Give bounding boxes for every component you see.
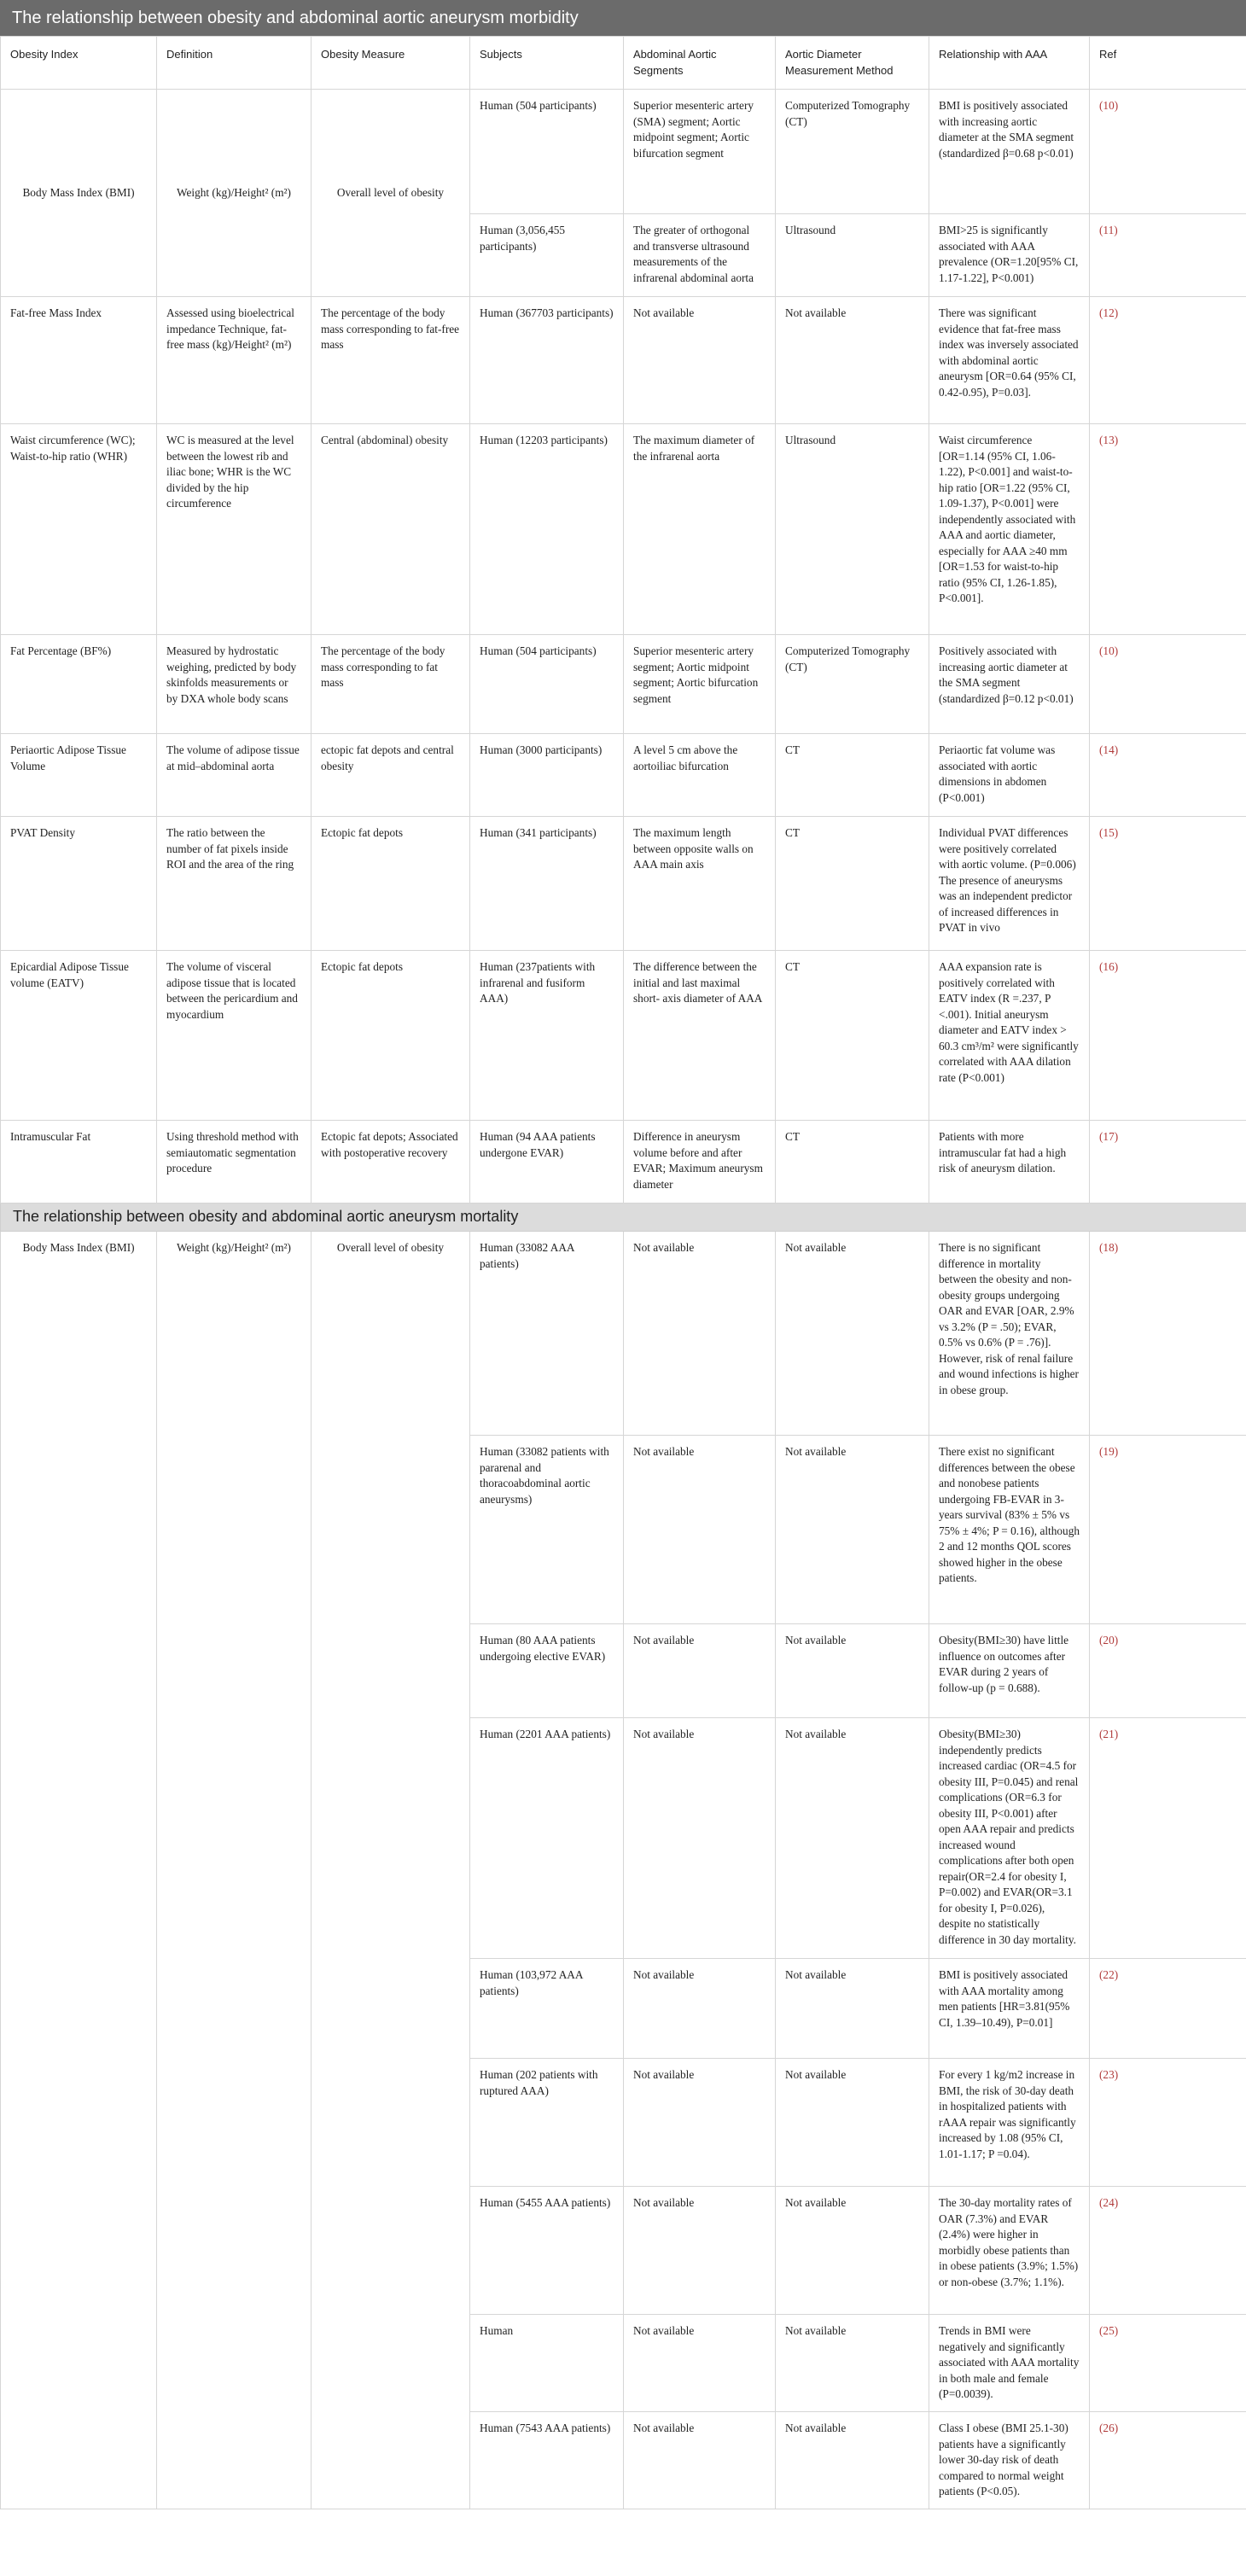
relationship-cell: The 30-day mortality rates of OAR (7.3%) and EVAR (2.4%) were higher in morbidly obese patients than in obese patients (3.9%; 1.5%) or non-obese (3.7%; 1.1%). xyxy=(929,2187,1090,2315)
header-row xyxy=(1,37,1246,90)
segments-cell: The maximum diameter of the infrarenal aorta xyxy=(624,424,776,635)
segments-cell: A level 5 cm above the aortoiliac bifurcation xyxy=(624,734,776,817)
subjects-cell: Human (7543 AAA patients) xyxy=(470,2412,624,2509)
relationship-cell: Class I obese (BMI 25.1-30) patients have a significantly lower 30-day risk of death compared to normal weight patients (P<0.05). xyxy=(929,2412,1090,2509)
measure-cell: The percentage of the body mass corresponding to fat-free mass xyxy=(312,297,470,424)
segments-cell: The greater of orthogonal and transverse ultrasound measurements of the infrarenal abdominal aorta xyxy=(624,214,776,297)
header-ref: Ref xyxy=(1090,37,1246,90)
segments-cell: Not available xyxy=(624,2315,776,2412)
segments-cell: Not available xyxy=(624,297,776,424)
header-definition: Definition xyxy=(157,37,312,90)
subjects-cell: Human (504 participants) xyxy=(470,635,624,734)
ref-link[interactable]: (24) xyxy=(1090,2187,1246,2315)
ref-link[interactable]: (11) xyxy=(1090,214,1246,297)
obesity-index-cell: Intramuscular Fat xyxy=(1,1121,157,1203)
table-row xyxy=(1,90,1246,214)
relationship-cell: Trends in BMI were negatively and significantly associated with AAA mortality in both male and female (P=0.0039). xyxy=(929,2315,1090,2412)
subjects-cell: Human (504 participants) xyxy=(470,90,624,214)
definition-cell: Using threshold method with semiautomatic segmentation procedure xyxy=(157,1121,312,1203)
segments-cell: Not available xyxy=(624,1436,776,1624)
obesity-aaa-table xyxy=(0,36,1246,2509)
obesity-index-cell: Body Mass Index (BMI) xyxy=(1,90,157,297)
subjects-cell: Human xyxy=(470,2315,624,2412)
relationship-cell: Waist circumference [OR=1.14 (95% CI, 1.06-1.22), P<0.001] and waist-to-hip ratio [OR=1.22 (95% CI, 1.09-1.37), P<0.001] were independently associated with AAA and aortic diameter, especially for AAA ≥40 mm [OR=1.53 for waist-to-hip ratio (95% CI, 1.26-1.85), P<0.001]. xyxy=(929,424,1090,635)
subjects-cell: Human (5455 AAA patients) xyxy=(470,2187,624,2315)
measure-cell: Central (abdominal) obesity xyxy=(312,424,470,635)
relationship-cell: BMI is positively associated with increasing aortic diameter at the SMA segment (standardized β=0.68 p<0.01) xyxy=(929,90,1090,214)
method-cell: Not available xyxy=(776,1232,929,1436)
segments-cell: Not available xyxy=(624,2059,776,2187)
segments-cell: The difference between the initial and last maximal short- axis diameter of AAA xyxy=(624,951,776,1121)
method-cell: CT xyxy=(776,734,929,817)
relationship-cell: Patients with more intramuscular fat had a high risk of aneurysm dilation. xyxy=(929,1121,1090,1203)
segments-cell: Difference in aneurysm volume before and after EVAR; Maximum aneurysm diameter xyxy=(624,1121,776,1203)
definition-cell: The volume of adipose tissue at mid–abdominal aorta xyxy=(157,734,312,817)
ref-link[interactable]: (18) xyxy=(1090,1232,1246,1436)
header-obesity-measure: Obesity Measure xyxy=(312,37,470,90)
subjects-cell: Human (103,972 AAA patients) xyxy=(470,1959,624,2059)
measure-cell: Ectopic fat depots xyxy=(312,817,470,951)
table-row xyxy=(1,297,1246,424)
obesity-index-cell: Fat Percentage (BF%) xyxy=(1,635,157,734)
method-cell: Not available xyxy=(776,1959,929,2059)
method-cell: Not available xyxy=(776,1718,929,1959)
ref-link[interactable]: (20) xyxy=(1090,1624,1246,1718)
ref-link[interactable]: (10) xyxy=(1090,635,1246,734)
measure-cell: The percentage of the body mass corresponding to fat mass xyxy=(312,635,470,734)
segments-cell: Not available xyxy=(624,2187,776,2315)
definition-cell: Weight (kg)/Height² (m²) xyxy=(157,90,312,297)
ref-link[interactable]: (13) xyxy=(1090,424,1246,635)
relationship-cell: For every 1 kg/m2 increase in BMI, the risk of 30-day death in hospitalized patients with rAAA repair was significantly increased by 1.08 (95% CI, 1.01-1.17; P =0.04). xyxy=(929,2059,1090,2187)
segments-cell: Not available xyxy=(624,1718,776,1959)
method-cell: CT xyxy=(776,951,929,1121)
table-row xyxy=(1,951,1246,1121)
segments-cell: Not available xyxy=(624,1959,776,2059)
method-cell: Not available xyxy=(776,2412,929,2509)
measure-cell: Ectopic fat depots xyxy=(312,951,470,1121)
header-method: Aortic Diameter Measurement Method xyxy=(776,37,929,90)
definition-cell: Measured by hydrostatic weighing, predicted by body skinfolds measurements or by DXA whole body scans xyxy=(157,635,312,734)
method-cell: Not available xyxy=(776,297,929,424)
segments-cell: The maximum length between opposite walls on AAA main axis xyxy=(624,817,776,951)
definition-cell: WC is measured at the level between the lowest rib and iliac bone; WHR is the WC divided by the hip circumference xyxy=(157,424,312,635)
method-cell: CT xyxy=(776,1121,929,1203)
subjects-cell: Human (202 patients with ruptured AAA) xyxy=(470,2059,624,2187)
relationship-cell: Obesity(BMI≥30) have little influence on outcomes after EVAR during 2 years of follow-up (p = 0.688). xyxy=(929,1624,1090,1718)
obesity-index-cell: Fat-free Mass Index xyxy=(1,297,157,424)
section-heading-row xyxy=(1,1203,1246,1232)
ref-link[interactable]: (10) xyxy=(1090,90,1246,214)
relationship-cell: AAA expansion rate is positively correlated with EATV index (R =.237, P <.001). Initial aneurysm diameter and EATV index > 60.3 cm³/m² were significantly correlated with AAA dilation rate (P<0.001) xyxy=(929,951,1090,1121)
method-cell: Not available xyxy=(776,2059,929,2187)
table-row xyxy=(1,734,1246,817)
ref-link[interactable]: (26) xyxy=(1090,2412,1246,2509)
relationship-cell xyxy=(929,817,1090,951)
ref-link[interactable]: (25) xyxy=(1090,2315,1246,2412)
subjects-cell: Human (2201 AAA patients) xyxy=(470,1718,624,1959)
relationship-cell: BMI>25 is significantly associated with AAA prevalence (OR=1.20[95% CI, 1.17-1.22], P<0.001) xyxy=(929,214,1090,297)
measure-cell: Overall level of obesity xyxy=(312,1232,470,2509)
subjects-cell: Human (237patients with infrarenal and fusiform AAA) xyxy=(470,951,624,1121)
subjects-cell: Human (3000 participants) xyxy=(470,734,624,817)
table-row xyxy=(1,1232,1246,1436)
method-cell: Ultrasound xyxy=(776,424,929,635)
measure-cell: ectopic fat depots and central obesity xyxy=(312,734,470,817)
measure-cell: Overall level of obesity xyxy=(312,90,470,297)
table-row xyxy=(1,424,1246,635)
ref-link[interactable]: (15) xyxy=(1090,817,1246,951)
ref-link[interactable]: (14) xyxy=(1090,734,1246,817)
table-title-banner xyxy=(0,0,1246,36)
subjects-cell: Human (33082 patients with pararenal and thoracoabdominal aortic aneurysms) xyxy=(470,1436,624,1624)
measure-cell: Ectopic fat depots; Associated with postoperative recovery xyxy=(312,1121,470,1203)
segments-cell: Not available xyxy=(624,2412,776,2509)
definition-cell: Weight (kg)/Height² (m²) xyxy=(157,1232,312,2509)
method-cell: Ultrasound xyxy=(776,214,929,297)
relationship-cell: BMI is positively associated with AAA mortality among men patients [HR=3.81(95% CI, 1.39–10.49), P=0.01] xyxy=(929,1959,1090,2059)
method-cell: Not available xyxy=(776,1624,929,1718)
ref-link[interactable]: (21) xyxy=(1090,1718,1246,1959)
obesity-index-cell: Periaortic Adipose Tissue Volume xyxy=(1,734,157,817)
relationship-cell: Positively associated with increasing aortic diameter at the SMA segment (standardized β=0.12 p<0.01) xyxy=(929,635,1090,734)
obesity-index-cell: PVAT Density xyxy=(1,817,157,951)
table-title: The relationship between obesity and abdominal aortic aneurysm morbidity xyxy=(12,9,579,27)
subjects-cell: Human (367703 participants) xyxy=(470,297,624,424)
table-row xyxy=(1,817,1246,951)
segments-cell: Not available xyxy=(624,1624,776,1718)
obesity-index-cell: Body Mass Index (BMI) xyxy=(1,1232,157,2509)
relationship-cell: Periaortic fat volume was associated with aortic dimensions in abdomen (P<0.001) xyxy=(929,734,1090,817)
header-relationship: Relationship with AAA xyxy=(929,37,1090,90)
ref-link[interactable]: (16) xyxy=(1090,951,1246,1121)
method-cell: Computerized Tomography (CT) xyxy=(776,635,929,734)
segments-cell: Not available xyxy=(624,1232,776,1436)
relationship-text: Individual PVAT differences were positively correlated with aortic volume. (P=0.006) The presence of aneurysms was an independent predictor of increased differences in PVAT in vivo xyxy=(939,826,1076,934)
relationship-cell: Obesity(BMI≥30) independently predicts increased cardiac (OR=4.5 for obesity III, P=0.045) and renal complications (OR=6.3 for obesity III, P<0.001) after open AAA repair and predicts increased wound complications after both open repair(OR=2.4 for obesity I, P=0.002) and EVAR(OR=3.1 for obesity I, P=0.026), despite no statistically difference in 30 day mortality. xyxy=(929,1718,1090,1959)
relationship-cell: There is no significant difference in mortality between the obesity and non-obesity groups undergoing OAR and EVAR [OAR, 2.9% vs 3.2% (P = .50); EVAR, 0.5% vs 0.6% (P = .76)]. However, risk of renal failure and wound infections is higher in obese group. xyxy=(929,1232,1090,1436)
header-subjects: Subjects xyxy=(470,37,624,90)
ref-link[interactable]: (17) xyxy=(1090,1121,1246,1203)
method-cell: Not available xyxy=(776,2187,929,2315)
definition-cell: The volume of visceral adipose tissue that is located between the pericardium and myocardium xyxy=(157,951,312,1121)
subjects-cell: Human (341 participants) xyxy=(470,817,624,951)
obesity-index-cell: Epicardial Adipose Tissue volume (EATV) xyxy=(1,951,157,1121)
method-cell: Not available xyxy=(776,2315,929,2412)
header-obesity-index: Obesity Index xyxy=(1,37,157,90)
segments-cell: Superior mesenteric artery (SMA) segment; Aortic midpoint segment; Aortic bifurcation segment xyxy=(624,90,776,214)
subjects-cell: Human (33082 AAA patients) xyxy=(470,1232,624,1436)
obesity-index-cell: Waist circumference (WC); Waist-to-hip ratio (WHR) xyxy=(1,424,157,635)
method-cell: Computerized Tomography (CT) xyxy=(776,90,929,214)
subjects-cell: Human (3,056,455 participants) xyxy=(470,214,624,297)
method-cell: Not available xyxy=(776,1436,929,1624)
table-row xyxy=(1,1121,1246,1203)
subjects-cell: Human (94 AAA patients undergone EVAR) xyxy=(470,1121,624,1203)
ref-link[interactable]: (12) xyxy=(1090,297,1246,424)
section-heading-mortality: The relationship between obesity and abdominal aortic aneurysm mortality xyxy=(1,1203,1246,1232)
ref-link[interactable]: (23) xyxy=(1090,2059,1246,2187)
table-row xyxy=(1,635,1246,734)
relationship-cell: There exist no significant differences between the obese and nonobese patients undergoing FB-EVAR in 3-years survival (83% ± 5% vs 75% ± 4%; P = 0.16), although 2 and 12 months QOL scores showed higher in the obese patients. xyxy=(929,1436,1090,1624)
header-segments: Abdominal Aortic Segments xyxy=(624,37,776,90)
definition-cell: The ratio between the number of fat pixels inside ROI and the area of the ring xyxy=(157,817,312,951)
definition-cell: Assessed using bioelectrical impedance Technique, fat-free mass (kg)/Height² (m²) xyxy=(157,297,312,424)
ref-link[interactable]: (22) xyxy=(1090,1959,1246,2059)
method-cell: CT xyxy=(776,817,929,951)
subjects-cell: Human (12203 participants) xyxy=(470,424,624,635)
relationship-cell: There was significant evidence that fat-free mass index was inversely associated with abdominal aortic aneurysm [OR=0.64 (95% CI, 0.42-0.95), P=0.03]. xyxy=(929,297,1090,424)
subjects-cell: Human (80 AAA patients undergoing elective EVAR) xyxy=(470,1624,624,1718)
segments-cell: Superior mesenteric artery segment; Aortic midpoint segment; Aortic bifurcation segment xyxy=(624,635,776,734)
ref-link[interactable]: (19) xyxy=(1090,1436,1246,1624)
